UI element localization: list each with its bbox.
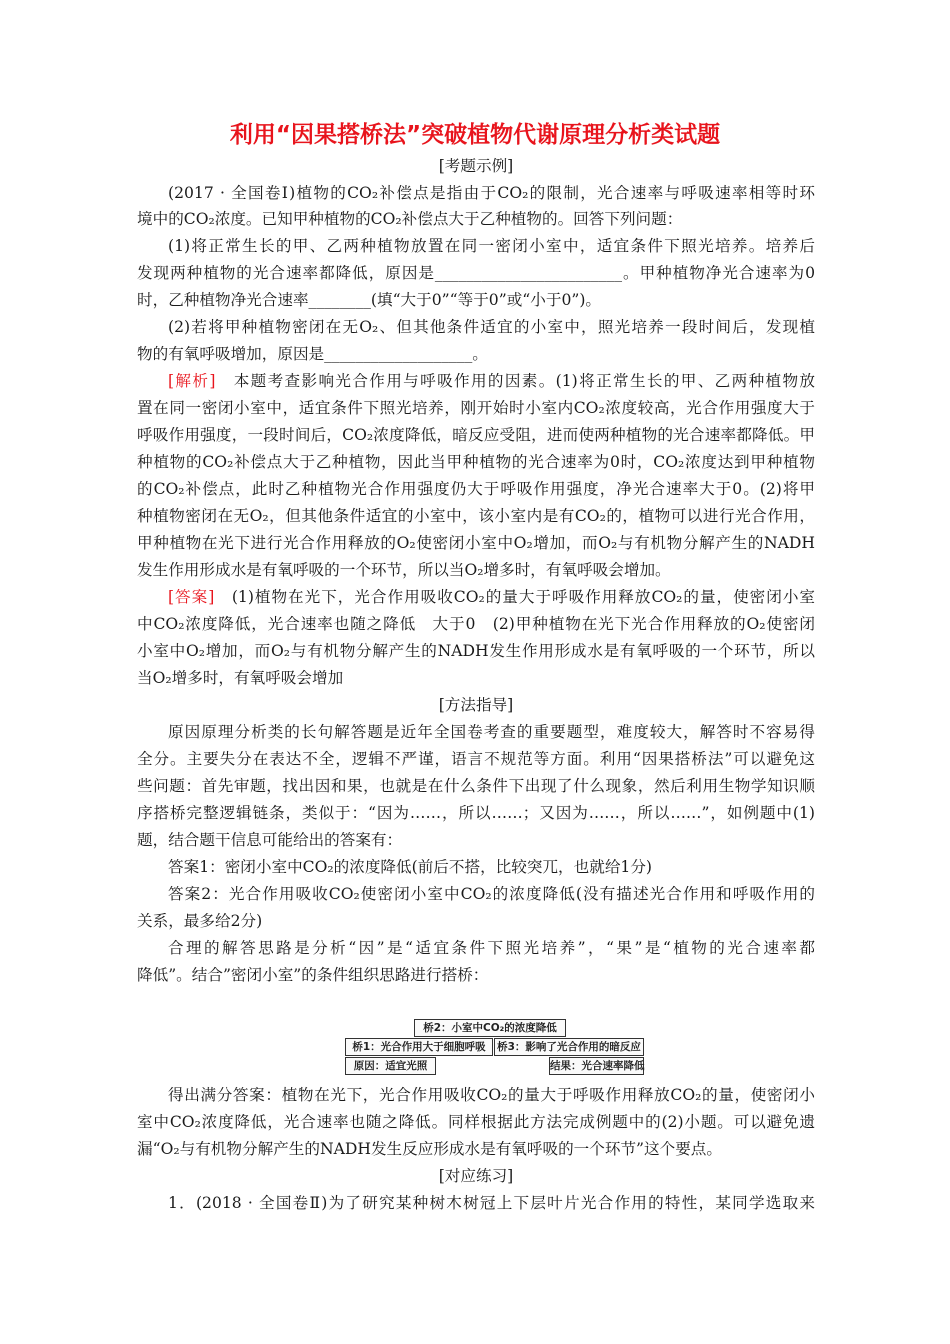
flow-box-cause: 原因：适宜光照	[345, 1057, 436, 1075]
question-line: 境中的CO₂浓度。已知甲种植物的CO₂补偿点大于乙种植物的。回答下列问题：	[137, 210, 683, 228]
page-title: 利用“因果搭桥法”突破植物代谢原理分析类试题	[229, 122, 721, 148]
answer-line: 小室中O₂增加，而O₂与有机物分解产生的NADH发生作用形成水是有氧呼吸的一个环节，所以	[137, 642, 815, 660]
analysis-line: 的CO₂补偿点，此时乙种植物光合作用强度仍大于呼吸作用强度，净光合速率大于0。(2)将甲	[137, 480, 815, 498]
question-line: 物的有氧呼吸增加，原因是___________________。	[137, 345, 488, 363]
answer-option-2: 答案2：光合作用吸收CO₂使密闭小室中CO₂的浓度降低(没有描述光合作用和呼吸作用的	[168, 885, 815, 903]
answer-option-1: 答案1：密闭小室中CO₂的浓度降低(前后不搭，比较突兀，也就给1分)	[168, 858, 653, 876]
question-line: (1)将正常生长的甲、乙两种植物放置在同一密闭小室中，适宜条件下照光培养。培养后	[168, 237, 815, 255]
method-line: 原因原理分析类的长句解答题是近年全国卷考查的重要题型，难度较大，解答时不容易得	[168, 723, 815, 741]
answer-line: 中CO₂浓度降低，光合速率也随之降低 大于0 (2)甲种植物在光下光合作用释放的O₂使密闭	[137, 615, 815, 633]
analysis-line: 发生作用形成水是有氧呼吸的一个环节，所以当O₂增多时，有氧呼吸会增加。	[137, 561, 671, 579]
method-line: 降低”。结合”密闭小室”的条件组织思路进行搭桥：	[137, 966, 489, 984]
method-line: 合理的解答思路是分析“因”是“适宜条件下照光培养”，“果”是“植物的光合速率都	[168, 939, 815, 957]
method-line: 序搭桥完整逻辑链条，类似于：“因为……，所以……；又因为……，所以……”，如例题中(1)	[137, 804, 815, 822]
flow-box-result: 结果：光合速率降低	[549, 1057, 644, 1075]
question-line: (2017 · 全国卷Ⅰ)植物的CO₂补偿点是指由于CO₂的限制，光合速率与呼吸速率相等时环	[168, 184, 815, 202]
analysis-paragraph: [解析] 本题考查影响光合作用与呼吸作用的因素。(1)将正常生长的甲、乙两种植物放	[168, 372, 815, 390]
analysis-line: 种植物密闭在无O₂，但其他条件适宜的小室中，该小室内是有CO₂的，植物可以进行光合作用，	[137, 507, 815, 525]
section-heading-practice: [对应练习]	[438, 1167, 514, 1185]
flow-box-bridge2: 桥2：小室中CO₂的浓度降低	[414, 1019, 566, 1037]
conclusion-line: 漏“O₂与有机物分解产生的NADH发生反应形成水是有氧呼吸的一个环节”这个要点。	[137, 1140, 722, 1158]
answer-option-2-cont: 关系，最多给2分)	[137, 912, 263, 930]
method-line: 些问题：首先审题，找出因和果，也就是在什么条件下出现了什么现象，然后利用生物学知识顺	[137, 777, 815, 795]
answer-paragraph: [答案] (1)植物在光下，光合作用吸收CO₂的量大于呼吸作用释放CO₂的量，使密闭小室	[168, 588, 815, 606]
method-line: 题，结合题干信息可能给出的答案有：	[137, 831, 403, 849]
question-line: (2)若将甲种植物密闭在无O₂、但其他条件适宜的小室中，照光培养一段时间后，发现植	[168, 318, 815, 336]
section-heading-example: [考题示例]	[438, 157, 514, 175]
analysis-line: 置在同一密闭小室中，适宜条件下照光培养，刚开始时小室内CO₂浓度较高，光合作用强度大于	[137, 399, 815, 417]
question-line: 时，乙种植物净光合速率________(填“大于0”“等于0”或“小于0”)。	[137, 291, 602, 309]
section-heading-method: [方法指导]	[438, 696, 514, 714]
analysis-line: 甲种植物在光下进行光合作用释放的O₂使密闭小室中O₂增加，而O₂与有机物分解产生的NADH	[137, 534, 815, 552]
conclusion-line: 室中CO₂浓度降低，光合速率也随之降低。同样根据此方法完成例题中的(2)小题。可以避免遗	[137, 1113, 815, 1131]
conclusion-line: 得出满分答案：植物在光下，光合作用吸收CO₂的量大于呼吸作用释放CO₂的量，使密闭小	[168, 1086, 815, 1104]
answer-line: 当O₂增多时，有氧呼吸会增加	[137, 669, 344, 687]
analysis-line: 呼吸作用强度，一段时间后，CO₂浓度降低，暗反应受阻，进而使两种植物的光合速率都降低。甲	[137, 426, 815, 444]
practice-question-line: 1．(2018 · 全国卷Ⅱ)为了研究某种树木树冠上下层叶片光合作用的特性，某同学选取来	[168, 1194, 815, 1212]
flow-box-bridge1: 桥1：光合作用大于细胞呼吸	[345, 1038, 493, 1056]
analysis-tag: [解析]	[168, 372, 216, 390]
flow-box-bridge3: 桥3：影响了光合作用的暗反应	[494, 1038, 644, 1056]
question-line: 发现两种植物的光合速率都降低，原因是________________________。甲种植物净光合速率为0	[137, 264, 815, 282]
method-line: 全分。主要失分在表达不全，逻辑不严谨，语言不规范等方面。利用“因果搭桥法”可以避免这	[137, 750, 815, 768]
answer-tag: [答案]	[168, 588, 215, 606]
analysis-line: 种植物的CO₂补偿点大于乙种植物，因此当甲种植物的光合速率为0时，CO₂浓度达到甲种植物	[137, 453, 815, 471]
